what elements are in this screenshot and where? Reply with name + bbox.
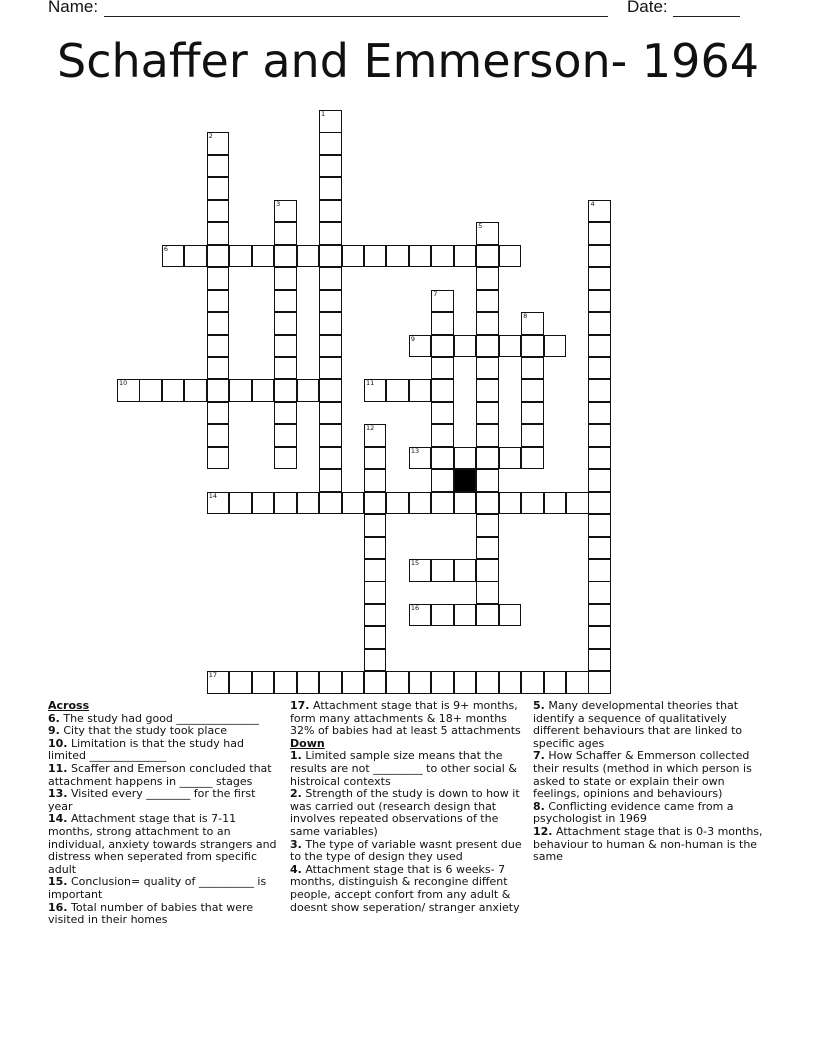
clue-number: 5. <box>533 699 545 712</box>
crossword-cell[interactable] <box>319 245 342 268</box>
crossword-cell[interactable] <box>521 671 544 694</box>
clue-text: The study had good _______________ <box>63 711 259 725</box>
crossword-cell[interactable] <box>274 267 297 290</box>
crossword-cell[interactable] <box>454 245 477 268</box>
crossword-cell[interactable] <box>364 492 387 515</box>
crossword-cell[interactable] <box>588 447 611 470</box>
down-heading: Down <box>290 736 325 750</box>
crossword-cell[interactable] <box>319 267 342 290</box>
crossword-cell[interactable] <box>521 357 544 380</box>
clue-number-label: 8 <box>523 312 528 321</box>
clue-text: Attachment stage that is 7-11 months, strong attachment to an individual, anxiety towards strangers and distress when seperated from specific adult <box>48 812 277 876</box>
crossword-cell[interactable] <box>386 492 409 515</box>
name-label: Name: <box>48 0 99 16</box>
crossword-cell[interactable] <box>499 335 522 358</box>
crossword-cell[interactable] <box>319 290 342 313</box>
crossword-cell[interactable] <box>207 492 230 515</box>
crossword-cell[interactable] <box>274 357 297 380</box>
clue-text: City that the study took place <box>63 724 228 738</box>
crossword-cell[interactable] <box>431 424 454 447</box>
crossword-cell[interactable] <box>274 335 297 358</box>
crossword-cell[interactable] <box>319 200 342 223</box>
clue-number-label: 6 <box>163 244 169 253</box>
crossword-cell[interactable] <box>207 222 230 245</box>
clue-number: 11. <box>48 761 68 775</box>
crossword-cell[interactable] <box>454 559 477 582</box>
clues-column-3 <box>533 700 763 864</box>
crossword-cell[interactable] <box>297 379 320 402</box>
clue-text: Limited sample size means that the results are not _________ to other social & histroical contexts <box>290 749 517 788</box>
crossword-cell[interactable] <box>499 492 522 515</box>
crossword-cell[interactable] <box>431 492 454 515</box>
crossword-cell[interactable] <box>588 267 611 290</box>
crossword-cell[interactable] <box>117 379 140 402</box>
crossword-cell[interactable] <box>207 245 230 268</box>
clue-number: 17. <box>290 699 310 712</box>
crossword-cell[interactable] <box>252 379 275 402</box>
crossword-cell[interactable] <box>229 671 252 694</box>
crossword-cell[interactable] <box>588 290 611 313</box>
crossword-cell[interactable] <box>431 357 454 380</box>
crossword-cell[interactable] <box>364 671 387 694</box>
crossword-cell[interactable] <box>207 357 230 380</box>
crossword-cell[interactable] <box>588 379 611 402</box>
clue-item <box>48 876 280 901</box>
crossword-cell[interactable] <box>229 379 252 402</box>
crossword-cell[interactable] <box>342 245 365 268</box>
date-label: Date: <box>627 0 668 16</box>
crossword-cell[interactable] <box>162 379 185 402</box>
crossword-cell[interactable] <box>207 379 230 402</box>
crossword-cell[interactable] <box>319 177 342 200</box>
crossword-cell[interactable] <box>521 424 544 447</box>
clue-number: 4. <box>290 862 302 876</box>
crossword-cell[interactable] <box>274 447 297 470</box>
across-heading: Across <box>48 699 90 712</box>
crossword-cell[interactable] <box>364 559 387 582</box>
crossword-cell[interactable] <box>274 671 297 694</box>
crossword-cell[interactable] <box>588 402 611 425</box>
crossword-cell[interactable] <box>319 424 342 447</box>
crossword-cell[interactable] <box>364 649 387 672</box>
crossword-cell[interactable] <box>207 671 230 694</box>
crossword-cell[interactable] <box>409 245 432 268</box>
crossword-cell[interactable] <box>207 424 230 447</box>
crossword-cell[interactable] <box>364 245 387 268</box>
crossword-cell[interactable] <box>521 492 544 515</box>
crossword-cell[interactable] <box>252 671 275 694</box>
clue-item <box>290 864 522 914</box>
crossword-cell[interactable] <box>252 245 275 268</box>
crossword-cell[interactable] <box>588 200 611 223</box>
crossword-cell[interactable] <box>588 222 611 245</box>
crossword-cell[interactable] <box>476 514 499 537</box>
crossword-cell[interactable] <box>297 671 320 694</box>
clue-number-label: 5 <box>478 222 483 231</box>
crossword-cell[interactable] <box>297 245 320 268</box>
crossword-cell[interactable] <box>274 424 297 447</box>
crossword-cell[interactable] <box>431 671 454 694</box>
crossword-cell[interactable] <box>319 671 342 694</box>
clue-number-label: 11 <box>365 379 375 388</box>
clue-text: Limitation is that the study had limited ______________ <box>48 736 244 763</box>
crossword-cell[interactable] <box>342 492 365 515</box>
crossword-cell[interactable] <box>252 492 275 515</box>
crossword-cell[interactable] <box>274 492 297 515</box>
clue-item <box>48 788 280 813</box>
crossword-cell[interactable] <box>476 447 499 470</box>
crossword-cell[interactable] <box>319 335 342 358</box>
clue-number-label: 9 <box>410 334 415 343</box>
clue-text: Visited every ________ for the first year <box>48 787 256 813</box>
clue-number: 12. <box>533 824 553 838</box>
crossword-cell[interactable] <box>319 492 342 515</box>
clue-item <box>290 788 522 838</box>
clue-item <box>48 902 280 927</box>
clue-text: Attachment stage that is 0-3 months, behaviour to human & non-human is the same <box>533 824 763 864</box>
clue-number-label: 17 <box>208 671 218 680</box>
crossword-cell[interactable] <box>319 402 342 425</box>
crossword-cell[interactable] <box>588 335 611 358</box>
crossword-cell[interactable] <box>544 671 567 694</box>
crossword-cell[interactable] <box>588 492 611 515</box>
crossword-cell[interactable] <box>588 559 611 582</box>
crossword-cell[interactable] <box>207 402 230 425</box>
crossword-cell[interactable] <box>499 447 522 470</box>
clues-column-1 <box>48 700 280 927</box>
crossword-cell[interactable] <box>364 424 387 447</box>
clue-number-label: 3 <box>276 199 281 208</box>
clue-item <box>533 801 763 826</box>
crossword-cell[interactable] <box>544 335 567 358</box>
clue-number: 9. <box>48 724 60 738</box>
clue-text: Attachment stage that is 6 weeks- 7 months, distinguish & recongine diffent people, accept confort from any adult & doesnt show seperation/ stranger anxiety <box>290 862 520 914</box>
clue-text: How Schaffer & Emmerson collected their results (method in which person is asked to state or explain their own feelings, opinions and behaviours) <box>533 749 752 801</box>
crossword-cell[interactable] <box>476 245 499 268</box>
crossword-cell[interactable] <box>431 312 454 335</box>
crossword-cell[interactable] <box>431 447 454 470</box>
crossword-cell[interactable] <box>229 492 252 515</box>
clue-text: Scaffer and Emerson concluded that attachment happens in ______ stages <box>48 761 272 788</box>
crossword-cell[interactable] <box>476 357 499 380</box>
crossword-cell[interactable] <box>566 671 589 694</box>
crossword-cell[interactable] <box>431 245 454 268</box>
crossword-cell[interactable] <box>207 155 230 178</box>
crossword-cell[interactable] <box>207 290 230 313</box>
crossword-cell[interactable] <box>342 671 365 694</box>
clue-text: Strength of the study is down to how it was carried out (research design that involves repeated observations of the same variables) <box>290 787 520 838</box>
crossword-cell[interactable] <box>499 604 522 627</box>
crossword-cell[interactable] <box>274 379 297 402</box>
clue-item <box>290 700 522 738</box>
crossword-cell[interactable] <box>274 245 297 268</box>
crossword-cell[interactable] <box>476 537 499 560</box>
crossword-cell[interactable] <box>431 559 454 582</box>
clue-number-label: 16 <box>410 603 420 612</box>
crossword-cell[interactable] <box>207 200 230 223</box>
crossword-cell[interactable] <box>386 379 409 402</box>
crossword-cell[interactable] <box>588 537 611 560</box>
crossword-cell[interactable] <box>431 379 454 402</box>
crossword-cell[interactable] <box>588 514 611 537</box>
crossword-cell[interactable] <box>319 379 342 402</box>
crossword-cell[interactable] <box>409 379 432 402</box>
clue-number-label: 10 <box>119 379 128 388</box>
crossword-cell[interactable] <box>274 290 297 313</box>
clue-number-label: 4 <box>590 199 595 208</box>
crossword-cell[interactable] <box>476 492 499 515</box>
crossword-cell[interactable] <box>521 379 544 402</box>
crossword-cell[interactable] <box>274 222 297 245</box>
clue-number-label: 15 <box>410 559 420 567</box>
crossword-cell[interactable] <box>476 312 499 335</box>
clue-number-label: 14 <box>208 491 218 500</box>
crossword-cell[interactable] <box>207 335 230 358</box>
clue-number: 15. <box>48 875 68 889</box>
crossword-cell[interactable] <box>274 200 297 223</box>
clue-item <box>290 839 522 864</box>
clue-number: 2. <box>290 787 302 801</box>
clue-text: The type of variable wasnt present due to the type of design they used <box>290 837 522 864</box>
clue-number-label: 7 <box>433 289 438 298</box>
clue-number: 1. <box>290 749 302 763</box>
crossword-cell[interactable] <box>454 604 477 627</box>
crossword-cell[interactable] <box>521 335 544 358</box>
crossword-cell[interactable] <box>364 581 387 604</box>
crossword-cell[interactable] <box>319 447 342 470</box>
crossword-cell[interactable] <box>431 402 454 425</box>
crossword-cell[interactable] <box>274 312 297 335</box>
clue-item <box>48 738 280 763</box>
crossword-cell[interactable] <box>476 604 499 627</box>
crossword-cell[interactable] <box>588 649 611 672</box>
clue-text: Total number of babies that were visited in their homes <box>48 900 254 927</box>
crossword-cell[interactable] <box>319 312 342 335</box>
crossword-cell[interactable] <box>184 245 207 268</box>
crossword-cell[interactable] <box>364 469 387 492</box>
crossword-cell[interactable] <box>386 671 409 694</box>
crossword-cell[interactable] <box>476 290 499 313</box>
clue-number-label: 13 <box>410 446 420 455</box>
crossword-cell[interactable] <box>207 177 230 200</box>
crossword-cell[interactable] <box>431 604 454 627</box>
crossword-cell[interactable] <box>454 671 477 694</box>
crossword-cell[interactable] <box>364 447 387 470</box>
crossword-cell[interactable] <box>476 267 499 290</box>
crossword-cell[interactable] <box>364 514 387 537</box>
crossword-cell[interactable] <box>409 492 432 515</box>
clue-number: 16. <box>48 900 68 914</box>
crossword-cell[interactable] <box>364 626 387 649</box>
clue-number: 3. <box>290 837 302 851</box>
clue-number: 6. <box>48 711 60 725</box>
crossword-cell[interactable] <box>476 335 499 358</box>
crossword-cell[interactable] <box>207 132 230 155</box>
clue-item <box>533 750 763 800</box>
crossword-cell[interactable] <box>588 581 611 604</box>
crossword-cell[interactable] <box>476 402 499 425</box>
crossword-cell[interactable] <box>364 604 387 627</box>
crossword-cell[interactable] <box>499 671 522 694</box>
crossword-cell[interactable] <box>386 245 409 268</box>
clue-number-label: 2 <box>208 132 213 141</box>
crossword-cell[interactable] <box>364 537 387 560</box>
clue-number: 7. <box>533 749 545 763</box>
crossword-cell[interactable] <box>364 379 387 402</box>
crossword-cell[interactable] <box>431 335 454 358</box>
crossword-cell[interactable] <box>139 379 162 402</box>
crossword-cell[interactable] <box>588 357 611 380</box>
crossword-cell[interactable] <box>588 671 611 694</box>
crossword-cell[interactable] <box>184 379 207 402</box>
clue-item <box>290 750 522 788</box>
crossword-cell[interactable] <box>566 492 589 515</box>
clue-text: Conclusion= quality of __________ is important <box>48 875 267 901</box>
crossword-cell[interactable] <box>476 671 499 694</box>
crossword-cell[interactable] <box>476 379 499 402</box>
crossword-cell[interactable] <box>409 559 432 582</box>
crossword-cell[interactable] <box>274 402 297 425</box>
crossword-cell[interactable] <box>476 222 499 245</box>
page-title: Schaffer and Emmerson- 1964 <box>57 34 759 88</box>
crossword-cell[interactable] <box>476 424 499 447</box>
crossword-cell[interactable] <box>207 312 230 335</box>
crossword-cell[interactable] <box>319 357 342 380</box>
clue-item <box>533 700 763 750</box>
crossword-cell[interactable] <box>588 626 611 649</box>
crossword-cell[interactable] <box>162 245 185 268</box>
crossword-cell[interactable] <box>521 312 544 335</box>
crossword-cell[interactable] <box>207 447 230 470</box>
crossword-cell[interactable] <box>409 671 432 694</box>
crossword-cell[interactable] <box>454 492 477 515</box>
clue-number: 14. <box>48 812 68 826</box>
clue-text: Many developmental theories that identify a sequence of qualitatively different behaviours that are linked to specific ages <box>533 699 743 750</box>
crossword-cell[interactable] <box>588 469 611 492</box>
crossword-cell[interactable] <box>454 447 477 470</box>
clue-number: 10. <box>48 736 68 750</box>
crossword-cell[interactable] <box>476 469 499 492</box>
crossword-cell[interactable] <box>319 110 342 133</box>
crossword-cell[interactable] <box>409 604 432 627</box>
crossword-cell[interactable] <box>588 312 611 335</box>
crossword-cell[interactable] <box>319 222 342 245</box>
crossword-cell[interactable] <box>319 469 342 492</box>
crossword-cell[interactable] <box>454 335 477 358</box>
crossword-cell[interactable] <box>588 424 611 447</box>
crossword-cell[interactable] <box>499 245 522 268</box>
black-cell <box>454 469 477 492</box>
clue-text: Attachment stage that is 9+ months, form many attachments & 18+ months 32% of babies had at least 5 attachments <box>290 699 521 738</box>
crossword-cell[interactable] <box>297 492 320 515</box>
crossword-cell[interactable] <box>207 267 230 290</box>
clue-number-label: 12 <box>365 424 375 433</box>
crossword-cell[interactable] <box>476 559 499 582</box>
clue-item <box>48 813 280 876</box>
crossword-cell[interactable] <box>521 402 544 425</box>
crossword-cell[interactable] <box>319 132 342 155</box>
crossword-cell[interactable] <box>409 447 432 470</box>
clue-text: Conflicting evidence came from a psychologist in 1969 <box>533 799 734 826</box>
clue-number-label: 1 <box>321 110 326 118</box>
clues-column-2 <box>290 700 522 914</box>
crossword-cell[interactable] <box>476 581 499 604</box>
crossword-cell[interactable] <box>544 492 567 515</box>
clue-number: 13. <box>48 787 68 801</box>
crossword-cell[interactable] <box>319 155 342 178</box>
clue-item <box>533 826 763 864</box>
crossword-cell[interactable] <box>588 245 611 268</box>
crossword-cell[interactable] <box>431 290 454 313</box>
clue-item <box>48 763 280 788</box>
crossword-cell[interactable] <box>409 335 432 358</box>
crossword-cell[interactable] <box>229 245 252 268</box>
crossword-cell[interactable] <box>431 469 454 492</box>
crossword-cell[interactable] <box>521 447 544 470</box>
clue-number: 8. <box>533 799 545 813</box>
crossword-cell[interactable] <box>588 604 611 627</box>
